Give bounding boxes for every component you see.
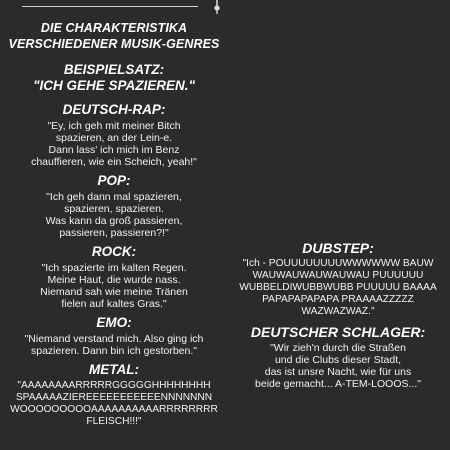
heading-dubstep: DUBSTEP: — [302, 240, 374, 256]
text-pop: "Ich geh dann mal spazieren, spazieren, spazieren. Was kann da groß passieren, passieren, passieren?!" — [45, 191, 183, 239]
left-column — [0, 16, 228, 433]
text-deutscher-schlager: "Wir zieh'n durch die Straßen und die Clubs dieser Stadt, das ist unsre Nacht, wie für uns beide gemacht... A-TEM-LOOOS..." — [255, 342, 421, 390]
heading-beispielsatz: BEISPIELSATZ: "ICH GEHE SPAZIEREN." — [33, 62, 195, 93]
text-metal: "AAAAAAAARRRRRGGGGGHHHHHHHH SPAAAAAZIEREEEEEEEEEEENNNNNNN WOOOOOOOOOAAAAAAAAAARRRRRRRR FLEISCH!!!" — [10, 380, 218, 427]
heading-emo: EMO: — [96, 315, 132, 330]
text-dubstep: "Ich - POUUUUUUUUWWWWWW BAUW WAUWAUWAUWAUWAU PUUUUUU WUBBELDIWUBBWUBB PUUUUU BAAAA PAPAPAPAPAPA PRAAAAZZZZZ WAZWAZWAZ." — [239, 258, 437, 317]
heading-metal: METAL: — [89, 362, 139, 377]
text-rock: "Ich spazierte im kalten Regen. Meine Haut, die wurde nass. Niemand sah wie meine Tränen fielen auf kaltes Gras." — [40, 262, 188, 310]
heading-rock: ROCK: — [91, 244, 137, 259]
heading-pop: POP: — [97, 173, 131, 188]
heading-deutsch-rap: DEUTSCH-RAP: — [62, 102, 166, 117]
heading-deutscher-schlager: DEUTSCHER SCHLAGER: — [250, 324, 426, 340]
right-column — [226, 240, 450, 395]
microphone-icon — [208, 0, 226, 16]
page-title: DIE CHARAKTERISTIKA VERSCHIEDENER MUSIK-GENRES — [8, 21, 220, 51]
text-deutsch-rap: "Ey, ich geh mit meiner Bitch spazieren, an der Lein-e. Dann lass' ich mich im Benz chauffieren, wie ein Scheich, yeah!" — [31, 120, 197, 168]
text-emo: "Niemand verstand mich. Also ging ich spazieren. Dann bin ich gestorben." — [24, 333, 204, 357]
top-divider-left — [22, 6, 198, 7]
